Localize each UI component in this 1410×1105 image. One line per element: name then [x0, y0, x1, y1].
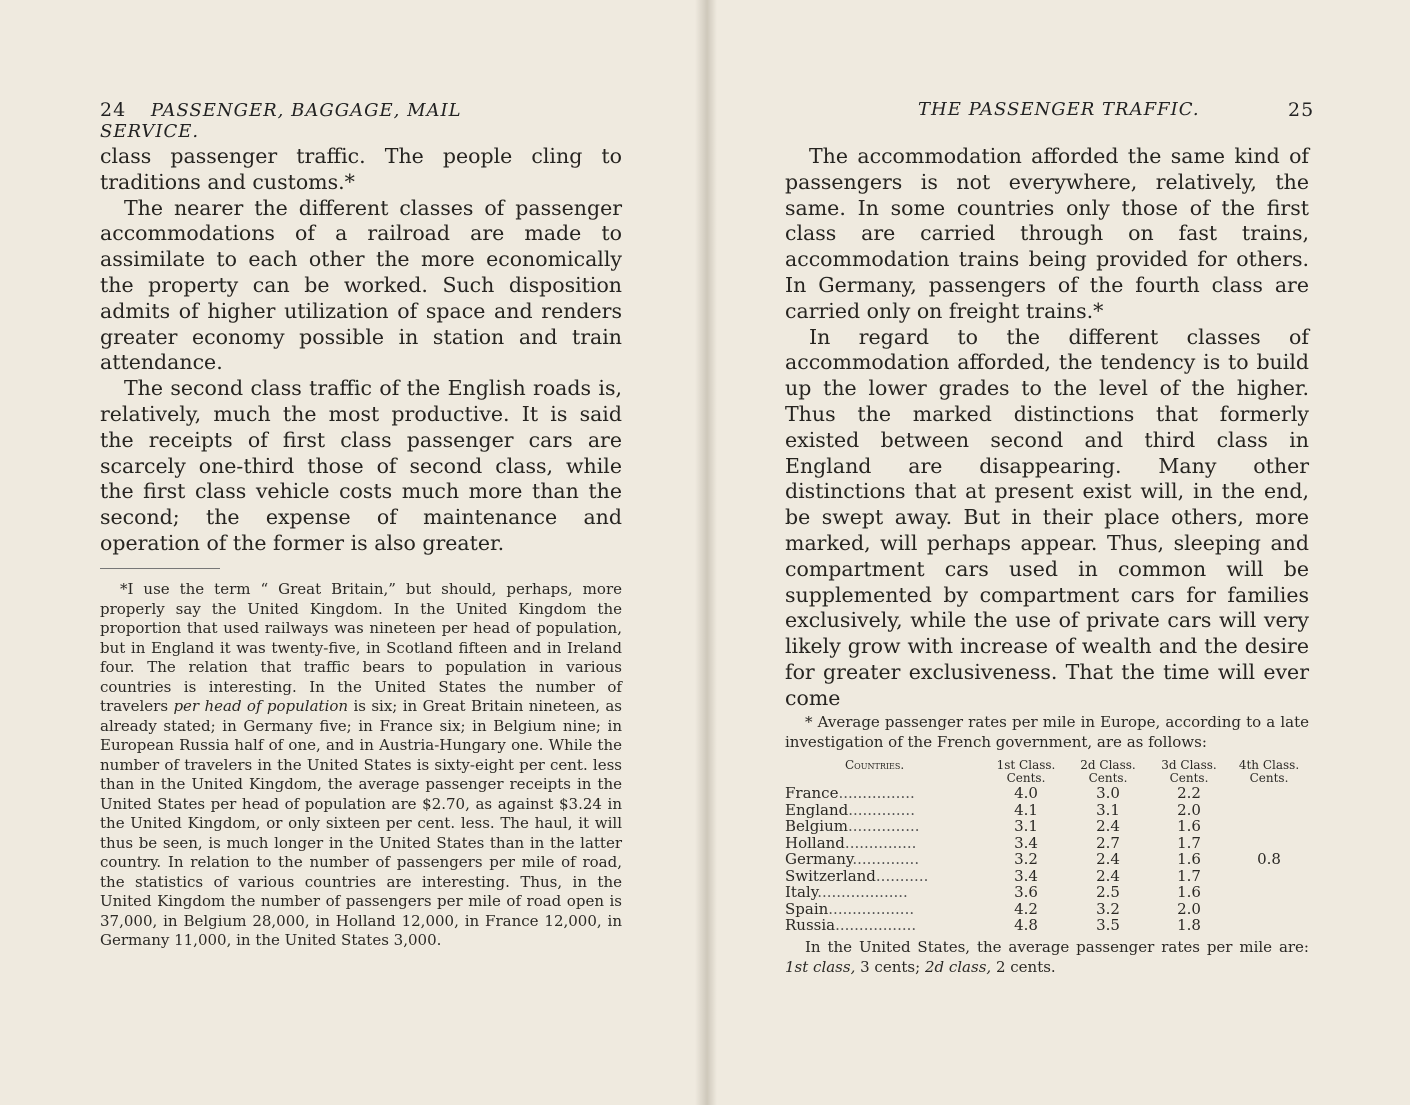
header-4th-class: 4th Class. Cents.: [1238, 758, 1300, 785]
table-row: France................ 4.0 3.0 2.2: [785, 784, 1201, 802]
footnote-text-part-2: is six; in Great Britain nineteen, as already stated; in Germany five; in France six; in Belgium nine; in European Russia half of one, and in Austria-Hungary one. While the number of travelers in the United States is sixty-eight per cent. less than in the United Kingdom, the average passenger receipts in the United States per head of population are $2.70, as against $3.24 in the United Kingdom, or only sixteen per cent. less. The haul, it will thus be seen, is much longer in the United States than in the latter country. In relation to the number of passengers per mile of road, the statistics of various countries are interesting. Thus, in the United Kingdom the number of passengers per mile of road open is 37,000, in Belgium 28,000, in Holland 12,000, in France 12,000, in Germany 11,000, in the United States 3,000.: [100, 697, 622, 949]
table-row: Italy................... 3.6 2.5 1.6: [785, 883, 1201, 901]
rates-header-row: [785, 759, 1309, 785]
left-running-head: [100, 99, 560, 142]
header-2d-class: 2d Class. Cents.: [1080, 758, 1136, 785]
book-gutter: [695, 0, 717, 1105]
right-footnote-intro: * Average passenger rates per mile in Europe, according to a late investigation of the French government, are as follows:: [785, 713, 1309, 751]
right-body-text: [785, 144, 1309, 712]
left-running-title: PASSENGER, BAGGAGE, MAIL SERVICE.: [100, 100, 462, 142]
left-page-number: 24: [100, 99, 127, 121]
rates-table: [785, 759, 1309, 934]
left-paragraph-2: The nearer the different classes of passenger accommodations of a railroad are made to assimilate to each other the more economically the property can be worked. Such disposition admits of higher utilization of space and renders greater economy possible in station and train attendance.: [100, 195, 622, 375]
header-countries: Countries.: [845, 758, 905, 772]
left-paragraph-3: The second class traffic of the English roads is, relatively, much the most productive. It is said the receipts of first class passenger cars are scarcely one-third those of second class, while the first class vehicle costs much more than the second; the expense of maintenance and operation of the former is also greater.: [100, 376, 622, 555]
table-row: Belgium............... 3.1 2.4 1.6: [785, 817, 1201, 835]
footnote-italic-phrase: per head of population: [173, 697, 349, 715]
table-row: Germany.............. 3.2 2.4 1.6 0.8: [785, 850, 1281, 868]
header-1st-class: 1st Class. Cents.: [996, 758, 1056, 785]
right-running-head: [918, 99, 1318, 120]
right-page: [705, 0, 1410, 1105]
footnote-text-part-1: *I use the term “ Great Britain,” but should, perhaps, more properly say the United Kingdom. In the United Kingdom the proportion that used railways was nineteen per head of population, but in England it was twenty-five, in Scotland fifteen and in Ireland four. The relation that traffic bears to population in various countries is interesting. In the United States the number of travelers: [100, 580, 622, 715]
left-footnote: [100, 580, 622, 951]
header-3d-class: 3d Class. Cents.: [1161, 758, 1217, 785]
right-page-number: 25: [1288, 99, 1315, 121]
left-footnote-rule: [100, 568, 220, 569]
table-row: Spain.................. 4.2 3.2 2.0: [785, 899, 1201, 918]
table-row: Holland............... 3.4 2.7 1.7: [785, 833, 1201, 852]
table-row: England.............. 4.1 3.1 2.0: [785, 800, 1201, 819]
left-body-text: [100, 144, 622, 557]
right-paragraph-2: In regard to the different classes of accommodation afforded, the tendency is to build up the lower grades to the level of the higher. Thus the marked distinctions that formerly existed between second and third class in England are disappearing. Many other distinctions that at present exist will, in the end, be swept away. But in their place others, more marked, will perhaps appear. Thus, sleeping and compartment cars used in common will be supplemented by compartment cars for families exclusively, while the use of private cars will very likely grow with increase of wealth and the desire for greater exclusiveness. That the time will ever come: [785, 324, 1309, 710]
table-row: Switzerland........... 3.4 2.4 1.7: [785, 866, 1201, 885]
right-footnote-closing: In the United States, the average passenger rates per mile are: 1st class, 3 cents; 2d class, 2 cents.: [785, 938, 1309, 976]
left-paragraph-1: class passenger traffic. The people cling to traditions and customs.*: [100, 144, 622, 194]
right-running-title: THE PASSENGER TRAFFIC.: [918, 99, 1200, 120]
table-row: Russia................. 4.8 3.5 1.8: [785, 916, 1201, 934]
right-paragraph-1: The accommodation afforded the same kind of passengers is not everywhere, relatively, the same. In some countries only those of the first class are carried through on fast trains, accommodation trains being provided for others. In Germany, passengers of the fourth class are carried only on freight trains.*: [785, 144, 1309, 323]
